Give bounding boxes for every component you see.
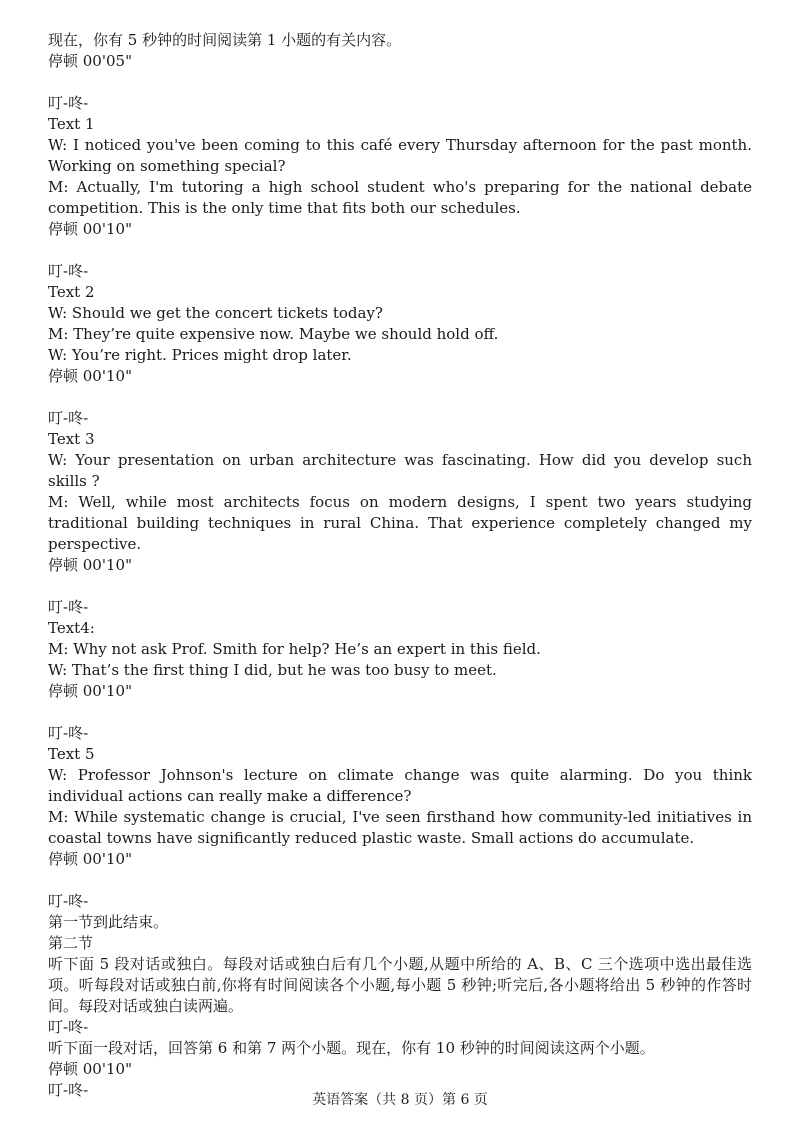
- section-end: 第一节到此结束。: [48, 913, 169, 931]
- section-two-block: [48, 891, 752, 1101]
- dialogue-line: W: Your presentation on urban architecture was fascinating. How did you develop such skills ?: [48, 451, 752, 490]
- chime: 叮-咚-: [48, 262, 89, 280]
- spacer: [48, 387, 752, 408]
- dialogue-line: W: That’s the first thing I did, but he was too busy to meet.: [48, 661, 497, 679]
- spacer: [48, 72, 752, 93]
- pause-marker: 停顿 00'10": [48, 1060, 132, 1078]
- text-title: Text4:: [48, 619, 95, 637]
- dialogue-line: M: They’re quite expensive now. Maybe we should hold off.: [48, 325, 499, 343]
- chime: 叮-咚-: [48, 724, 89, 742]
- intro-line: 现在，你有 5 秒钟的时间阅读第 1 小题的有关内容。: [48, 31, 402, 49]
- text-block-3: [48, 408, 752, 576]
- section-instructions: 听下面 5 段对话或独白。每段对话或独白后有几个小题,从题中所给的 A、B、C 三个选项中选出最佳选项。听每段对话或独白前,你将有时间阅读各个小题,每小题 5 秒钟;听完后,各小题将给出 5 秒钟的作答时间。每段对话或独白读两遍。: [48, 955, 752, 1015]
- intro-pause: 停顿 00'05": [48, 52, 132, 70]
- pause-marker: 停顿 00'10": [48, 850, 132, 868]
- dialogue-line: M: While systematic change is crucial, I've seen firsthand how community-led initiatives in coastal towns have significantly reduced plastic waste. Small actions do accumulate.: [48, 808, 752, 847]
- pause-marker: 停顿 00'10": [48, 220, 132, 238]
- dialogue-line: W: Should we get the concert tickets today?: [48, 304, 383, 322]
- dialogue-line: M: Why not ask Prof. Smith for help? He’s an expert in this field.: [48, 640, 541, 658]
- text-title: Text 1: [48, 115, 95, 133]
- text-block-1: [48, 93, 752, 240]
- text-title: Text 2: [48, 283, 95, 301]
- chime: 叮-咚-: [48, 1018, 89, 1036]
- next-instruction: 听下面一段对话，回答第 6 和第 7 两个小题。现在，你有 10 秒钟的时间阅读这两个小题。: [48, 1039, 655, 1057]
- spacer: [48, 576, 752, 597]
- chime: 叮-咚-: [48, 892, 89, 910]
- spacer: [48, 870, 752, 891]
- chime: 叮-咚-: [48, 94, 89, 112]
- page-footer: 英语答案（共 8 页）第 6 页: [312, 1092, 488, 1108]
- chime: 叮-咚-: [48, 1081, 89, 1099]
- pause-marker: 停顿 00'10": [48, 682, 132, 700]
- chime: 叮-咚-: [48, 598, 89, 616]
- dialogue-line: W: You’re right. Prices might drop later.: [48, 346, 352, 364]
- dialogue-line: M: Well, while most architects focus on modern designs, I spent two years studying traditional building techniques in rural China. That experience completely changed my perspective.: [48, 493, 752, 553]
- section-title: 第二节: [48, 934, 94, 952]
- chime: 叮-咚-: [48, 409, 89, 427]
- spacer: [48, 240, 752, 261]
- text-block-4: [48, 597, 752, 702]
- dialogue-line: W: I noticed you've been coming to this café every Thursday afternoon for the past month. Working on something special?: [48, 136, 752, 175]
- dialogue-line: W: Professor Johnson's lecture on climate change was quite alarming. Do you think individual actions can really make a difference?: [48, 766, 752, 805]
- document-body: [48, 30, 752, 1101]
- text-title: Text 5: [48, 745, 95, 763]
- spacer: [48, 702, 752, 723]
- text-title: Text 3: [48, 430, 95, 448]
- pause-marker: 停顿 00'10": [48, 556, 132, 574]
- pause-marker: 停顿 00'10": [48, 367, 132, 385]
- text-block-5: [48, 723, 752, 870]
- text-block-2: [48, 261, 752, 387]
- dialogue-line: M: Actually, I'm tutoring a high school student who's preparing for the national debate competition. This is the only time that fits both our schedules.: [48, 178, 752, 217]
